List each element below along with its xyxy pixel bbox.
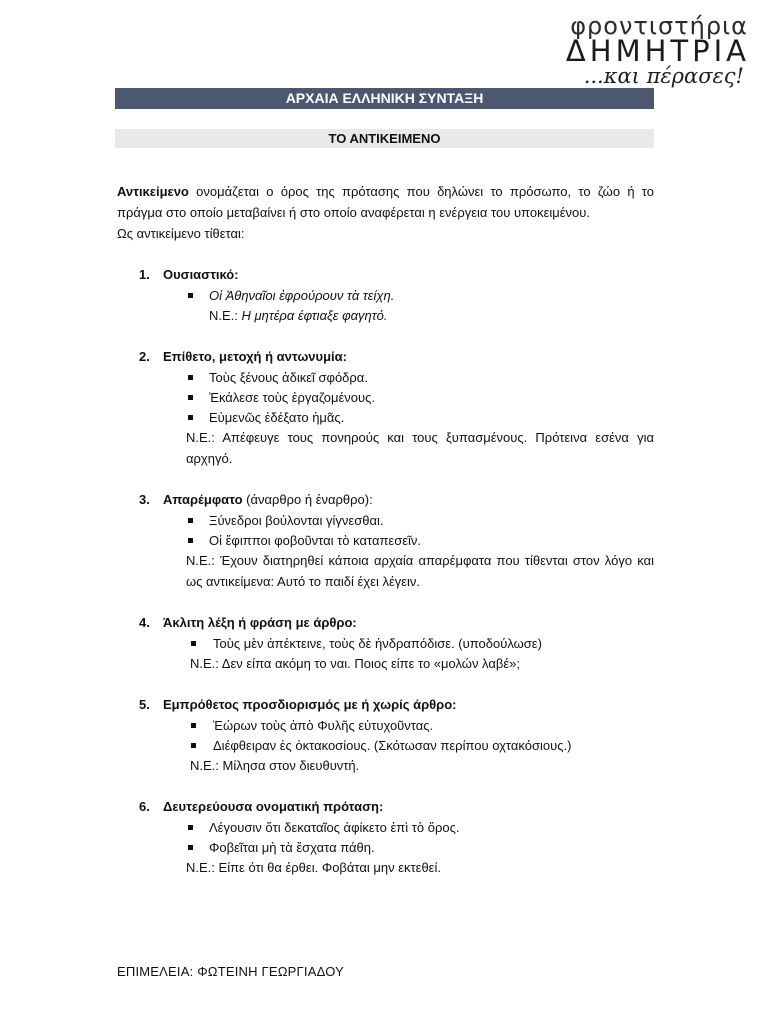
list-item-infinitive <box>117 489 654 592</box>
footer-credit: ΕΠΙΜΕΛΕΙΑ: ΦΩΤΕΙΝΗ ΓΕΩΡΓΙΑΔΟΥ <box>117 964 344 979</box>
list-item-prepositional <box>117 694 654 776</box>
item-number: 1. <box>139 267 150 282</box>
ne-label: Ν.Ε.: <box>186 553 215 568</box>
bullet-square-icon <box>191 723 196 728</box>
modern-greek-example <box>117 857 654 878</box>
example-text: Ξύνεδροι βούλονται γίγνεσθαι. <box>209 513 384 528</box>
example-bullet <box>117 530 654 550</box>
list-item-indeclinable <box>117 612 654 674</box>
intro-text: ονομάζεται ο όρος της πρότασης που δηλώνει το πρόσωπο, το ζώο ή το πράγμα στο οποίο μεταβαίνει ή στο οποίο αναφέρεται η ενέργεια του υποκειμένου. <box>117 184 654 220</box>
example-text: Διέφθειραν ἐς ὀκτακοσίους. (Σκότωσαν περίπου οχτακόσιους.) <box>213 738 572 753</box>
modern-greek-example <box>117 550 654 592</box>
bullet-square-icon <box>188 845 193 850</box>
list-item-subordinate-clause <box>117 796 654 878</box>
modern-greek-example <box>117 755 654 776</box>
modern-greek-example <box>117 305 654 326</box>
example-bullet <box>117 510 654 530</box>
example-text: Τοὺς ξένους ἀδικεῖ σφόδρα. <box>209 370 368 385</box>
ne-text: Έχουν διατηρηθεί κάποια αρχαία απαρέμφατα που τίθενται στον λόγο και ως αντικείμενα: Αυτό το παιδί έχει λέγειν. <box>186 553 654 589</box>
example-bullet <box>117 735 654 755</box>
ne-text: Απέφευγε τους πονηρούς και τους ξυπασμένους. Πρότεινα εσένα για αρχηγό. <box>186 430 654 466</box>
example-bullet <box>117 387 654 407</box>
item-number: 2. <box>139 349 150 364</box>
example-bullet <box>117 837 654 857</box>
bullet-square-icon <box>191 743 196 748</box>
bullet-square-icon <box>188 518 193 523</box>
bullet-square-icon <box>191 641 196 646</box>
bullet-square-icon <box>188 538 193 543</box>
item-title: Άκλιτη λέξη ή φράση με άρθρο: <box>163 615 357 630</box>
item-title: Απαρέμφατο <box>163 492 243 507</box>
item-number: 5. <box>139 697 150 712</box>
example-text: Εὐμενῶς ἐδέξατο ἡμᾶς. <box>209 410 345 425</box>
example-text: Οἱ ἔφιπποι φοβοῦνται τὸ καταπεσεῖν. <box>209 533 422 548</box>
section-subtitle: ΤΟ ΑΝΤΙΚΕΙΜΕΝΟ <box>115 129 654 148</box>
example-bullet <box>117 633 654 653</box>
modern-greek-example <box>117 653 654 674</box>
page-title: ΑΡΧΑΙΑ ΕΛΛΗΝΙΚΗ ΣΥΝΤΑΞΗ <box>115 88 654 109</box>
item-title: Επίθετο, μετοχή ή αντωνυμία: <box>163 349 347 364</box>
ne-label: Ν.Ε.: <box>190 656 219 671</box>
item-title: Εμπρόθετος προσδιορισμός με ή χωρίς άρθρο: <box>163 697 457 712</box>
logo-tagline: ...και πέρασες! <box>583 64 744 88</box>
intro-paragraph <box>117 181 654 244</box>
modern-greek-example <box>117 427 654 469</box>
bullet-square-icon <box>188 415 193 420</box>
ne-label: Ν.Ε.: <box>209 308 238 323</box>
ne-text: Είπε ότι θα έρθει. Φοβάται μην εκτεθεί. <box>214 860 441 875</box>
item-title: Δευτερεύουσα ονοματική πρόταση: <box>163 799 384 814</box>
list-item-noun <box>117 264 654 326</box>
ne-label: Ν.Ε.: <box>186 430 215 445</box>
item-title-rest: (άναρθρο ή έναρθρο): <box>242 492 373 507</box>
example-bullet <box>117 407 654 427</box>
example-text: Ἐκάλεσε τοὺς ἐργαζομένους. <box>209 390 375 405</box>
example-text: Ἑώρων τοὺς ἀπὸ Φυλῆς εὐτυχοῦντας. <box>213 718 434 733</box>
bullet-square-icon <box>188 375 193 380</box>
ne-text: Δεν είπα ακόμη το ναι. Ποιος είπε το «μολών λαβέ»; <box>218 656 520 671</box>
example-text: Φοβεῖται μὴ τὰ ἔσχατα πάθη. <box>209 840 375 855</box>
logo-main-text: ΔΗΜΗΤΡΙΑ <box>565 34 750 68</box>
example-text: Οἱ Ἀθηναῖοι ἐφρούρουν τὰ τείχη. <box>209 288 395 303</box>
bullet-square-icon <box>188 825 193 830</box>
bullet-square-icon <box>188 293 193 298</box>
example-text: Λέγουσιν ὅτι δεκαταῖος ἀφίκετο ἐπὶ τὸ ὄρος. <box>209 820 460 835</box>
item-title: Ουσιαστικό: <box>163 267 239 282</box>
intro-text-2: Ως αντικείμενο τίθεται: <box>117 226 245 241</box>
bullet-square-icon <box>188 395 193 400</box>
example-bullet <box>117 285 654 305</box>
ne-text: Η μητέρα έφτιαξε φαγητό. <box>237 308 388 323</box>
example-text: Τοὺς μὲν ἀπέκτεινε, τοὺς δὲ ἠνδραπόδισε. (υποδούλωσε) <box>213 636 542 651</box>
item-number: 6. <box>139 799 150 814</box>
example-bullet <box>117 367 654 387</box>
example-bullet <box>117 715 654 735</box>
example-bullet <box>117 817 654 837</box>
ne-label: Ν.Ε.: <box>186 860 215 875</box>
item-number: 3. <box>139 492 150 507</box>
ne-label: Ν.Ε.: <box>190 758 219 773</box>
ne-text: Μίλησα στον διευθυντή. <box>218 758 360 773</box>
logo-top-text: φροντιστήρια <box>570 12 748 40</box>
brand-logo <box>496 10 754 86</box>
item-number: 4. <box>139 615 150 630</box>
intro-term: Αντικείμενο <box>117 184 189 199</box>
list-item-adjective <box>117 346 654 469</box>
